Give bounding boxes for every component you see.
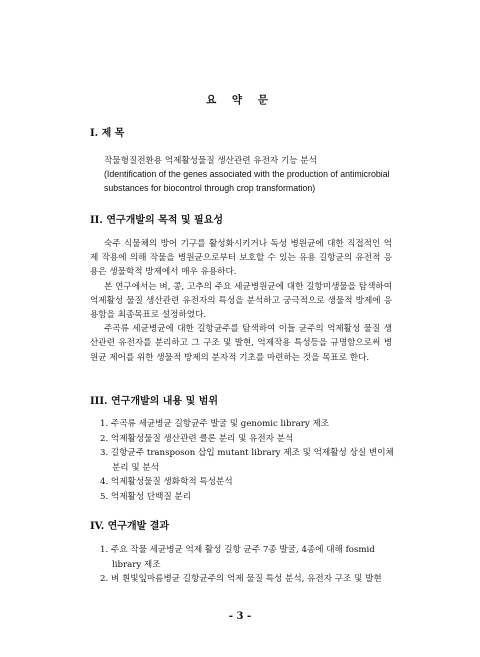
section-2-heading: II. 연구개발의 목적 및 필요성 (90, 215, 224, 226)
page-number: - 3 - (228, 611, 252, 622)
korean-title: 작물형질전환용 억제활성물질 생산관련 유전자 기능 분석 (104, 156, 317, 166)
list-item: 1. 주곡류 세균병균 길항균주 발굴 및 genomic library 제조 (100, 419, 330, 429)
section-3-list (100, 417, 400, 505)
section-4-heading: IV. 연구개발 결과 (90, 521, 170, 532)
section-2-body (90, 237, 392, 365)
list-item: 2. 벼 흰빛잎마름병균 길항균주의 억제 물질 특성 분석, 유전자 구조 및 발현 (100, 574, 382, 585)
list-item: 2. 억제활성물질 생산관련 클론 분리 및 유전자 분석 (100, 433, 294, 444)
list-item: 4. 억제활성물질 생화학적 특성분석 (100, 477, 233, 488)
summary-title: 요 약 문 (206, 94, 274, 106)
section-4-list (100, 543, 400, 587)
section-3-heading: III. 연구개발의 내용 및 범위 (90, 396, 219, 407)
section-1-heading: I. 제 목 (90, 128, 125, 139)
paragraph: 숙주 식물체의 방어 기구를 활성화시키거나 독성 병원균에 대한 직접적인 억제 작용에 의해 작물을 병원균으로부터 보호할 수 있는 유용 길항균의 유전적 응용은 생물학적 방제에서 매우 유용하다. (90, 239, 392, 278)
paragraph: 본 연구에서는 벼, 콩, 고추의 주요 세균병원균에 대한 길항미생물을 탐색하여 억제활성 물질 생산관련 유전자의 특성을 분석하고 궁극적으로 생물적 방제에 응용함을 최종목표로 설정하였다. (90, 281, 392, 321)
english-title: (Identification of the genes associated with the production of antimicrobial substances for biocontrol through crop transformation) (104, 169, 390, 194)
list-item: 1. 주요 작물 세균병균 억제 활성 길항 균주 7종 발굴, 4종에 대해 fosmid library 제조 (100, 545, 375, 570)
list-item: 3. 길항균주 transposon 삽입 mutant library 제조 및 억제활성 상실 변이체 분리 및 분석 (100, 448, 394, 473)
list-item: 5. 억제활성 단백질 분리 (100, 491, 192, 502)
paragraph: 주곡류 세균병균에 대한 길항균주를 탐색하여 이들 균주의 억제활성 물질 생산관련 유전자를 분리하고 그 구조 및 발현, 억제작용 특성등을 규명함으로써 병원균 제어를 위한 생물적 방제의 분자적 기초를 마련하는 것을 목표로 한다. (90, 324, 392, 363)
